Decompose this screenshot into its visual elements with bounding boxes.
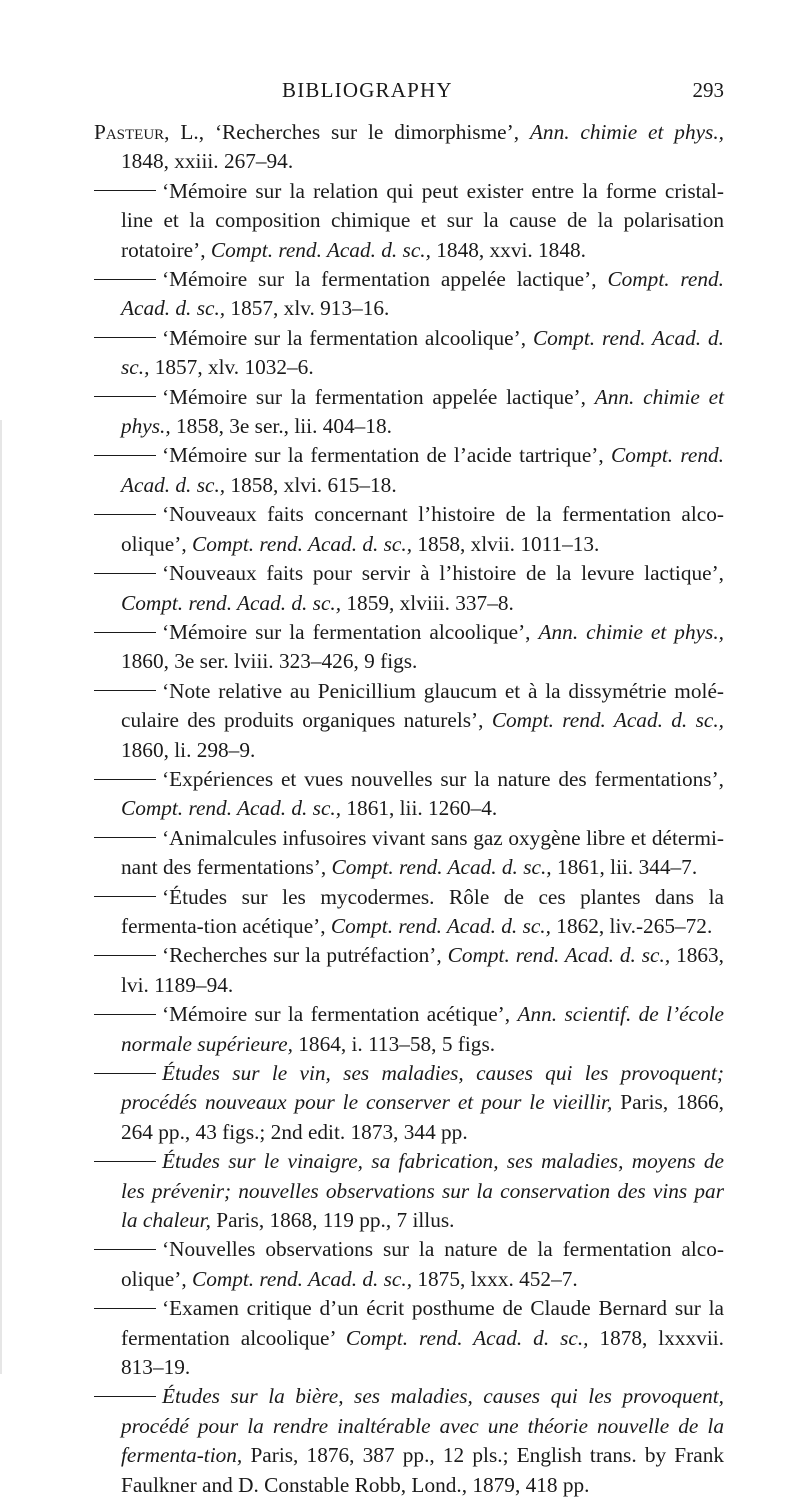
- entry-details: 1860, 3e ser. lviii. 323–426, 9 figs.: [121, 649, 418, 674]
- entry-details: 1860, li. 298–9.: [121, 737, 256, 762]
- ditto-dash: [94, 1249, 156, 1250]
- ditto-dash: [94, 1396, 156, 1397]
- bibliography-entry: [94, 441, 724, 500]
- entry-journal: Compt. rend. Acad. d. sc.,: [331, 855, 552, 880]
- entry-details: Paris, 1866, 264 pp., 43 figs.; 2nd edit. 1873, 344 pp.: [121, 1090, 724, 1144]
- entry-details: 1858, xlvii. 1011–13.: [417, 531, 600, 556]
- entry-book-title: Études sur le vin, ses maladies, causes qui les provoquent; procédés nouveaux pour le conserver et pour le vieillir,: [121, 1061, 724, 1115]
- entry-details: 1858, xlvi. 615–18.: [230, 472, 397, 497]
- entry-journal: Ann. chimie et phys.,: [121, 384, 725, 439]
- entry-journal: Compt. rend. Acad. d. sc.,: [210, 237, 431, 262]
- entry-details: 1857, xlv. 1032–6.: [154, 355, 314, 380]
- ditto-dash: [94, 837, 156, 838]
- bibliography-entry: [94, 1294, 724, 1382]
- ditto-dash: [94, 955, 156, 956]
- running-title: BIBLIOGRAPHY: [282, 78, 453, 102]
- bibliography-entry: [94, 765, 724, 824]
- entry-details: Paris, 1868, 119 pp., 7 illus.: [216, 1208, 455, 1233]
- entry-journal: Compt. rend. Acad. d. sc.,: [191, 531, 413, 556]
- entry-title: ‘Animalcules infusoires vivant sans gaz oxygène libre et détermi-nant des fermentations’,: [121, 825, 724, 880]
- entry-author: Pasteur, L.,: [94, 120, 205, 144]
- bibliography-entry: [94, 1000, 724, 1059]
- bibliography-entry: [94, 383, 724, 442]
- entry-title: ‘Recherches sur le dimorphisme’,: [214, 120, 520, 144]
- bibliography-entry: [94, 1235, 724, 1294]
- entry-title: ‘Nouvelles observations sur la nature de la fermentation alco-olique’,: [121, 1237, 724, 1291]
- page-number: 293: [692, 78, 724, 102]
- entry-details: 1848, xxvi. 1848.: [436, 237, 586, 262]
- ditto-dash: [94, 279, 156, 280]
- ditto-dash: [94, 896, 156, 897]
- entry-journal: Compt. rend. Acad. d. sc.,: [121, 590, 342, 615]
- entry-journal: Compt. rend. Acad. d. sc.,: [191, 1266, 413, 1291]
- bibliography-entry: [94, 500, 724, 559]
- ditto-dash: [94, 455, 156, 456]
- entry-journal: Compt. rend. Acad. d. sc.,: [330, 913, 551, 938]
- entry-journal: Compt. rend. Acad. d. sc.,: [121, 443, 724, 497]
- bibliography-entry: [94, 618, 724, 677]
- entry-title: ‘Mémoire sur la relation qui peut exister entre la forme cristal-line et la composition chimique et sur la cause de la polarisation rotatoire’,: [121, 178, 724, 262]
- entry-journal: Compt. rend. Acad. d. sc.,: [491, 708, 724, 733]
- ditto-dash: [94, 690, 156, 691]
- bibliography-entry: [94, 883, 724, 942]
- ditto-dash: [94, 337, 156, 338]
- bibliography-entry: [94, 1147, 724, 1235]
- ditto-dash: [94, 514, 156, 515]
- entry-journal: Ann. chimie et phys.,: [538, 619, 724, 644]
- entry-title: ‘Mémoire sur la fermentation alcoolique’,: [162, 619, 531, 644]
- bibliography-entry: [94, 1382, 724, 1500]
- entry-details: 1858, 3e ser., lii. 404–18.: [176, 414, 392, 439]
- bibliography-entry: [94, 177, 724, 265]
- entry-details: 1848, xxiii. 267–94.: [121, 149, 294, 174]
- entry-journal: Compt. rend. Acad. d. sc.,: [345, 1325, 589, 1350]
- entry-title: ‘Mémoire sur la fermentation appelée lactique’,: [162, 267, 597, 292]
- bibliography-entry: [94, 118, 724, 177]
- entry-details: 1875, lxxx. 452–7.: [417, 1266, 578, 1291]
- entry-title: ‘Examen critique d’un écrit posthume de Claude Bernard sur la fermentation alcoolique’: [121, 1296, 724, 1350]
- ditto-dash: [94, 1161, 156, 1162]
- entry-details: 1863, lvi. 1189–94.: [121, 943, 724, 997]
- bibliography-entry: [94, 265, 724, 324]
- bibliography-entry: [94, 941, 724, 1000]
- entry-title: ‘Recherches sur la putréfaction’,: [162, 943, 442, 968]
- ditto-dash: [94, 779, 156, 780]
- ditto-dash: [94, 396, 156, 397]
- page-edge-shadow: [0, 420, 2, 1374]
- ditto-dash: [94, 573, 156, 574]
- entry-title: ‘Mémoire sur la fermentation de l’acide tartrique’,: [162, 443, 604, 468]
- entry-details: 1862, liv.-265–72.: [556, 913, 713, 938]
- bibliography-entry: [94, 324, 724, 383]
- entry-title: ‘Mémoire sur la fermentation appelée lactique’,: [162, 384, 586, 409]
- ditto-dash: [94, 190, 156, 191]
- entry-details: 1878, lxxxvii. 813–19.: [121, 1325, 724, 1380]
- entry-journal: Ann. chimie et phys.,: [529, 120, 724, 144]
- entry-title: ‘Mémoire sur la fermentation acétique’,: [162, 1002, 511, 1027]
- entry-journal: Compt. rend. Acad. d. sc.,: [121, 325, 724, 380]
- entry-journal: Compt. rend. Acad. d. sc.,: [121, 796, 342, 821]
- entry-book-title: Études sur la bière, ses maladies, causes qui les provoquent, procédé pour la rendre inaltérable avec une théorie nouvelle de la fermenta-tion,: [121, 1384, 724, 1468]
- entry-title: ‘Mémoire sur la fermentation alcoolique’,: [162, 325, 527, 350]
- entry-journal: Compt. rend. Acad. d. sc.,: [447, 943, 671, 968]
- entry-details: 1861, lii. 1260–4.: [346, 796, 498, 821]
- ditto-dash: [94, 1014, 156, 1015]
- ditto-dash: [94, 632, 156, 633]
- entry-details: 1859, xlviii. 337–8.: [346, 590, 514, 615]
- entry-journal: Compt. rend. Acad. d. sc.,: [121, 267, 725, 321]
- entry-title: ‘Nouveaux faits concernant l’histoire de la fermentation alco-olique’,: [121, 502, 724, 556]
- entry-title: ‘Expériences et vues nouvelles sur la nature des fermentations’,: [162, 766, 724, 791]
- entry-details: 1864, i. 113–58, 5 figs.: [298, 1031, 496, 1056]
- bibliography-entry: [94, 824, 724, 883]
- ditto-dash: [94, 1073, 156, 1074]
- ditto-dash: [94, 1308, 156, 1309]
- entry-title: ‘Études sur les mycodermes. Rôle de ces plantes dans la fermenta-tion acétique’,: [121, 884, 724, 938]
- entry-details: 1861, lii. 344–7.: [556, 855, 698, 880]
- bibliography-entry: [94, 1059, 724, 1147]
- entry-book-title: Études sur le vinaigre, sa fabrication, ses maladies, moyens de les prévenir; nouvelles observations sur la conservation des vins par la chaleur,: [121, 1149, 724, 1233]
- entry-journal: Ann. scientif. de l’école normale supérieure,: [121, 1002, 725, 1056]
- entry-details: 1857, xlv. 913–16.: [230, 296, 390, 321]
- bibliography-entry: [94, 559, 724, 618]
- running-head: [0, 78, 800, 110]
- entry-title: ‘Nouveaux faits pour servir à l’histoire de la levure lactique’,: [162, 561, 724, 586]
- bibliography-list: [94, 118, 724, 1500]
- entry-title: ‘Note relative au Penicillium glaucum et à la dissymétrie molé-culaire des produits organiques naturels’,: [121, 678, 724, 733]
- bibliography-entry: [94, 677, 724, 765]
- entry-details: Paris, 1876, 387 pp., 12 pls.; English trans. by Frank Faulkner and D. Constable Robb, Lond., 1879, 418 pp.: [121, 1443, 724, 1497]
